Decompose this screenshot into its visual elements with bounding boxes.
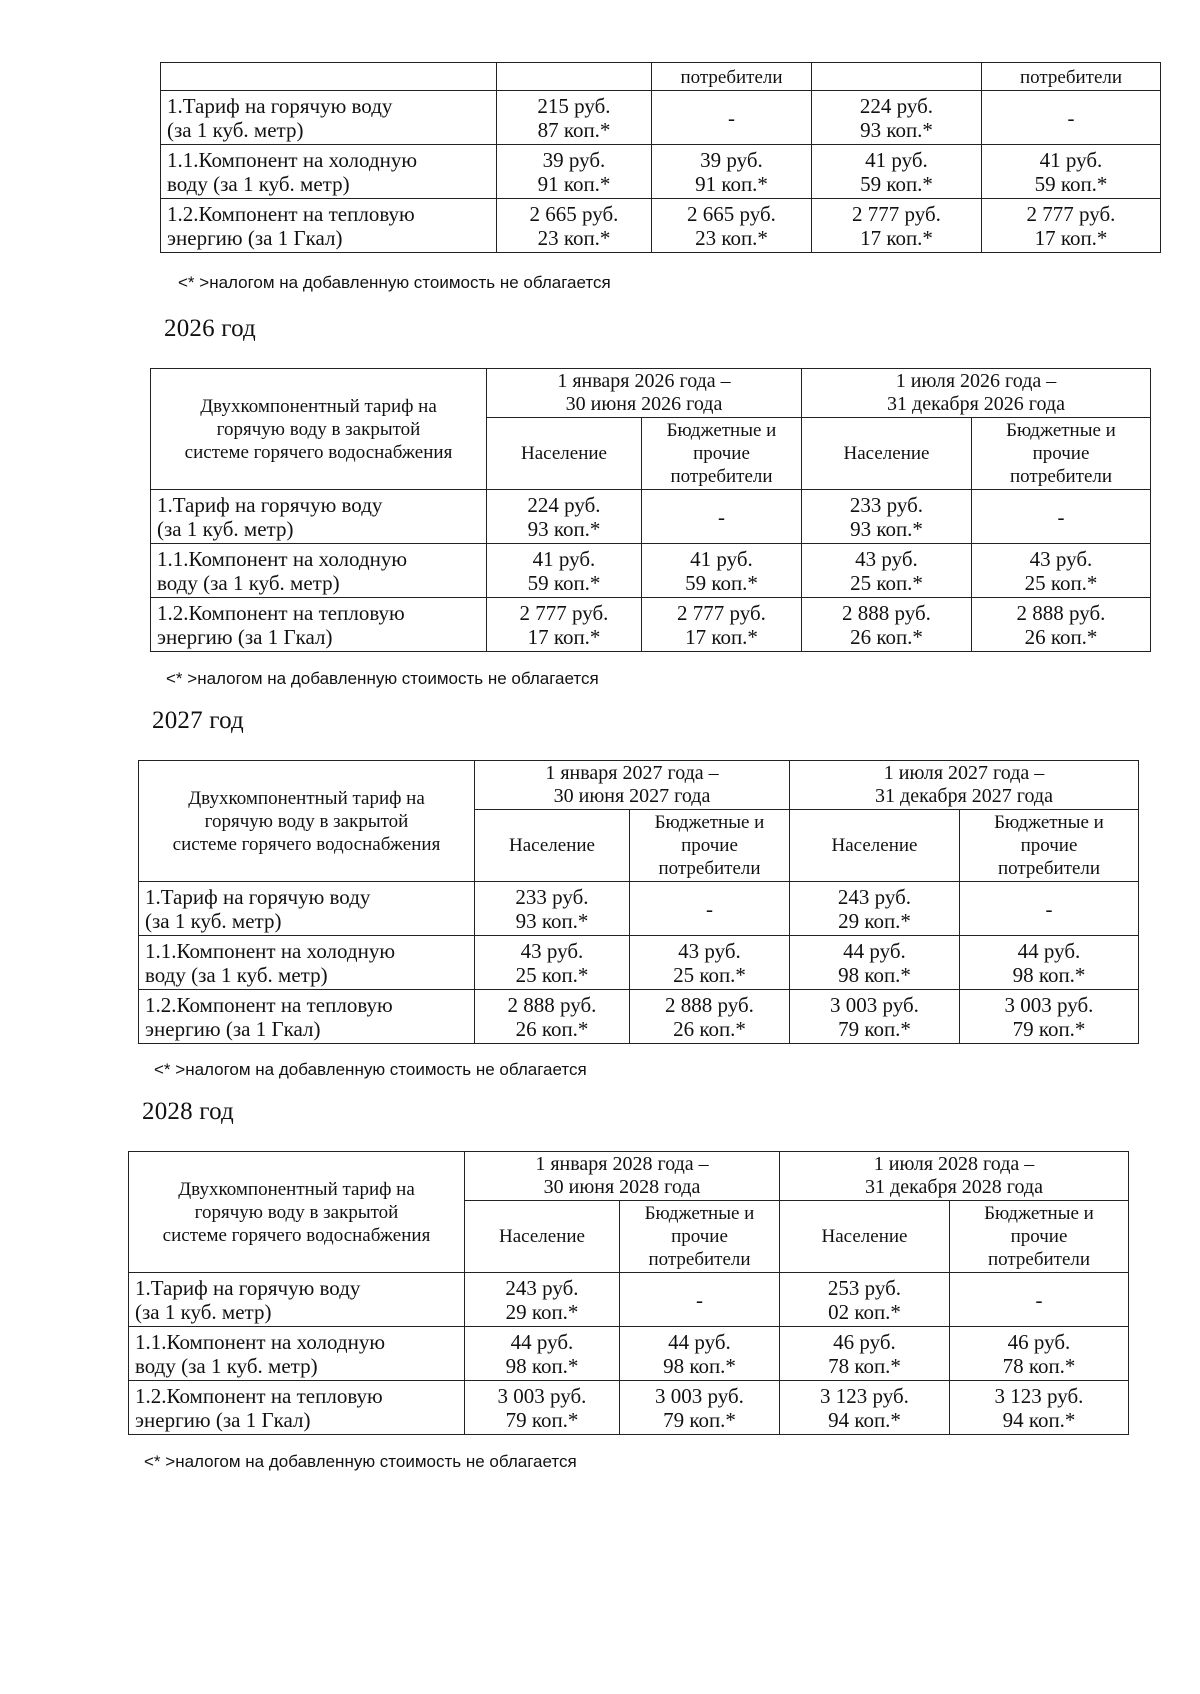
cell-text-line: 44 руб. [843,938,906,963]
tariff-value-cell [972,490,1151,544]
cell-text-line: 46 руб. [833,1329,896,1354]
consumer-group-header [790,810,960,882]
table-row [139,882,1139,936]
table-row [161,145,1161,199]
cell-text-line: (за 1 куб. метр) [135,1299,272,1324]
cell-text-line: 25 коп.* [673,962,746,987]
cell-text-line: - [1045,896,1053,921]
cell-text-line: - [706,896,713,921]
row-label [129,1381,465,1435]
consumer-group-header [780,1201,950,1273]
tariff-value-cell [982,145,1161,199]
tariff-value-cell [790,990,960,1044]
cell-text-line: энергию (за 1 Гкал) [135,1407,311,1432]
cell-text-line: прочие [681,835,738,856]
cell-text-line: 93 коп.* [527,516,601,541]
vat-footnote: <* >налогом на добавленную стоимость не облагается [178,273,611,292]
cell-text-line: 2 888 руб. [507,992,597,1017]
tariff-value-cell [790,882,960,936]
cell-text-line: 26 коп.* [1024,624,1098,649]
cell-text-line: Бюджетные и [1006,420,1116,441]
tariff-value-cell [487,490,642,544]
cell-text-line: - [696,1287,703,1312]
cell-text-line: 1.2.Компонент на тепловую [145,992,393,1017]
header-row [139,761,1139,810]
tariff-value-cell [652,91,812,145]
cell-text-line: 43 руб. [1029,546,1093,571]
cell-text-line: 3 003 руб. [1004,992,1094,1017]
table-row [129,1381,1129,1435]
tariff-value-cell [780,1327,950,1381]
tariff-value-cell [950,1381,1129,1435]
cell-text-line: (за 1 куб. метр) [157,516,294,541]
cell-text-line: 43 руб. [855,546,918,571]
cell-text-line: 30 июня 2027 года [553,785,711,807]
cell-text-line: 30 июня 2028 года [543,1176,701,1198]
tariff-value-cell [950,1273,1129,1327]
column-header [497,63,652,91]
cell-text-line: 91 коп.* [537,171,611,196]
cell-text-line: Бюджетные и [994,812,1104,833]
consumer-group-header [802,418,972,490]
cell-text-line: горячую воду в закрытой [216,418,421,440]
cell-text-line: 1 января 2027 года – [545,762,719,784]
cell-text-line: 25 коп.* [1024,570,1098,595]
cell-text-line: потребители [997,858,1101,879]
table-row [139,936,1139,990]
cell-text-line: - [1035,1287,1043,1312]
tariff-value-cell [630,936,790,990]
cell-text-line: 43 руб. [678,938,741,963]
cell-text-line: воду (за 1 куб. метр) [167,171,350,196]
cell-text-line: 2 777 руб. [519,600,609,625]
cell-text-line: 3 003 руб. [497,1383,587,1408]
cell-text-line: 23 коп.* [695,225,768,250]
header-row [151,369,1151,418]
cell-text-line: горячую воду в закрытой [204,810,409,832]
cell-text-line: 26 коп.* [673,1016,746,1041]
cell-text-line: 98 коп.* [505,1353,579,1378]
column-header [812,63,982,91]
cell-text-line: 94 коп.* [1002,1407,1076,1432]
table-corner-header [129,1152,465,1273]
cell-text-line: 98 коп.* [1012,962,1086,987]
tariff-value-cell [497,145,652,199]
cell-text-line: - [1067,105,1075,130]
cell-text-line: 93 коп.* [850,516,923,541]
consumer-group-header [487,418,642,490]
cell-text-line: прочие [693,443,750,464]
cell-text-line: 2 777 руб. [1026,201,1116,226]
cell-text-line: 1.2.Компонент на тепловую [135,1383,383,1408]
cell-text-line: Население [509,835,595,856]
cell-text-line: 41 руб. [532,546,596,571]
row-label [161,145,497,199]
consumer-group-header [960,810,1139,882]
cell-text-line: 2 665 руб. [529,201,619,226]
cell-text-line: 59 коп.* [685,570,758,595]
tariff-value-cell [950,1327,1129,1381]
cell-text-line: 1 января 2028 года – [535,1153,709,1175]
tariff-value-cell [497,199,652,253]
cell-text-line: 1 января 2026 года – [557,370,731,392]
tariff-table [150,368,1151,652]
table-row [139,990,1139,1044]
cell-text-line: 87 коп.* [537,117,611,142]
cell-text-line: 78 коп.* [1002,1353,1076,1378]
tariff-value-cell [620,1273,780,1327]
row-label [151,490,487,544]
cell-text-line: 233 руб. [849,492,924,517]
table-row [151,598,1151,652]
row-label [139,936,475,990]
cell-text-line: 41 руб. [1039,147,1103,172]
cell-text-line: 98 коп.* [663,1353,736,1378]
cell-text-line: 233 руб. [515,884,589,909]
cell-text-line: 30 июня 2026 года [565,393,723,415]
table-corner-header [139,761,475,882]
cell-text-line: потребители [1009,466,1113,487]
cell-text-line: Двухкомпонентный тариф на [188,787,425,809]
cell-text-line: энергию (за 1 Гкал) [167,225,343,250]
period-header [790,761,1139,810]
table-row [161,91,1161,145]
cell-text-line: 17 коп.* [860,225,933,250]
consumer-group-header [972,418,1151,490]
cell-text-line: 91 коп.* [695,171,768,196]
tariff-value-cell [475,882,630,936]
header-row [129,1152,1129,1201]
cell-text-line: 1.Тариф на горячую воду [145,884,371,909]
cell-text-line: 79 коп.* [663,1407,736,1432]
cell-text-line: 79 коп.* [1012,1016,1086,1041]
cell-text-line: 1.2.Компонент на тепловую [157,600,405,625]
tariff-value-cell [972,598,1151,652]
tariff-value-cell [982,199,1161,253]
cell-text-line: 2 777 руб. [677,600,766,625]
vat-footnote: <* >налогом на добавленную стоимость не облагается [144,1452,577,1471]
tariff-value-cell [497,91,652,145]
tariff-table [138,760,1139,1044]
cell-text-line: 79 коп.* [505,1407,579,1432]
cell-text-line: 39 руб. [700,147,763,172]
cell-text-line: 17 коп.* [1034,225,1108,250]
cell-text-line: прочие [671,1226,728,1247]
cell-text-line: 79 коп.* [838,1016,911,1041]
cell-text-line: 215 руб. [537,93,611,118]
table-row [151,544,1151,598]
year-heading: 2027 год [152,707,244,734]
tariff-value-cell [465,1273,620,1327]
tariff-value-cell [475,936,630,990]
tariff-value-cell [812,145,982,199]
column-header [161,63,497,91]
cell-text-line: 2 888 руб. [1016,600,1106,625]
cell-text-line: потребители [648,1249,751,1270]
cell-text-line: Население [831,835,918,856]
cell-text-line: прочие [1032,443,1090,464]
cell-text-line: 224 руб. [859,93,934,118]
consumer-group-header [642,418,802,490]
cell-text-line: 44 руб. [668,1329,731,1354]
cell-text-line: энергию (за 1 Гкал) [157,624,333,649]
partial-tariff-table [160,62,1161,253]
cell-text-line: Бюджетные и [644,1203,755,1224]
tariff-value-cell [802,544,972,598]
tariff-value-cell [487,598,642,652]
column-header: потребители [652,63,812,91]
cell-text-line: 78 коп.* [828,1353,901,1378]
cell-text-line: 02 коп.* [828,1299,901,1324]
table-corner-header [151,369,487,490]
column-header: потребители [982,63,1161,91]
table-row [161,199,1161,253]
cell-text-line: 94 коп.* [828,1407,901,1432]
cell-text-line: 243 руб. [837,884,912,909]
cell-text-line: 1 июля 2026 года – [895,370,1057,392]
cell-text-line: 1 июля 2028 года – [873,1153,1035,1175]
tariff-value-cell [780,1381,950,1435]
cell-text-line: - [718,504,725,529]
cell-text-line: 2 777 руб. [852,201,941,226]
cell-text-line: Двухкомпонентный тариф на [178,1178,415,1200]
tariff-value-cell [630,990,790,1044]
cell-text-line: прочие [1020,835,1078,856]
period-header [465,1152,780,1201]
consumer-group-header [950,1201,1129,1273]
row-label [151,598,487,652]
cell-text-line: 29 коп.* [838,908,911,933]
cell-text-line: 1.1.Компонент на холодную [135,1329,386,1354]
consumer-group-header [465,1201,620,1273]
period-header [487,369,802,418]
cell-text-line: 39 руб. [542,147,606,172]
cell-text-line: 41 руб. [690,546,753,571]
cell-text-line: 3 123 руб. [820,1383,909,1408]
cell-text-line: прочие [1010,1226,1068,1247]
tariff-value-cell [620,1381,780,1435]
cell-text-line: 1.1.Компонент на холодную [167,147,418,172]
cell-text-line: 3 003 руб. [830,992,919,1017]
cell-text-line: 224 руб. [527,492,601,517]
tariff-value-cell [465,1327,620,1381]
cell-text-line: потребители [658,858,761,879]
row-label [161,199,497,253]
cell-text-line: Население [821,1226,908,1247]
period-header [780,1152,1129,1201]
cell-text-line: 41 руб. [865,147,928,172]
cell-text-line: 25 коп.* [515,962,589,987]
cell-text-line: потребители [670,466,773,487]
cell-text-line: 98 коп.* [838,962,911,987]
cell-text-line: системе горячего водоснабжения [162,1224,431,1246]
cell-text-line: - [1057,504,1065,529]
cell-text-line: 17 коп.* [685,624,758,649]
cell-text-line: 2 888 руб. [842,600,931,625]
cell-text-line: 3 003 руб. [655,1383,744,1408]
tariff-value-cell [802,598,972,652]
table-row [129,1273,1129,1327]
cell-text-line: системе горячего водоснабжения [172,833,441,855]
tariff-value-cell [960,936,1139,990]
row-label [139,990,475,1044]
cell-text-line: Двухкомпонентный тариф на [200,395,437,417]
cell-text-line: 44 руб. [510,1329,574,1354]
tariff-value-cell [960,882,1139,936]
table-row [129,1327,1129,1381]
tariff-value-cell [620,1327,780,1381]
cell-text-line: воду (за 1 куб. метр) [145,962,328,987]
cell-text-line: - [728,105,735,130]
cell-text-line: системе горячего водоснабжения [184,441,453,463]
consumer-group-header [475,810,630,882]
cell-text-line: 2 888 руб. [665,992,754,1017]
cell-text-line: 1.Тариф на горячую воду [167,93,393,118]
cell-text-line: (за 1 куб. метр) [167,117,304,142]
tariff-table [128,1151,1129,1435]
tariff-value-cell [812,199,982,253]
cell-text-line: 26 коп.* [515,1016,589,1041]
cell-text-line: 26 коп.* [850,624,923,649]
cell-text-line: 3 123 руб. [994,1383,1084,1408]
row-label [129,1327,465,1381]
cell-text-line: 1.2.Компонент на тепловую [167,201,415,226]
tariff-value-cell [652,145,812,199]
tariff-value-cell [652,199,812,253]
cell-text-line: 2 665 руб. [687,201,776,226]
tariff-value-cell [802,490,972,544]
cell-text-line: 31 декабря 2027 года [875,785,1053,807]
vat-footnote: <* >налогом на добавленную стоимость не облагается [154,1060,587,1079]
period-header [475,761,790,810]
consumer-group-header [630,810,790,882]
tariff-value-cell [642,598,802,652]
cell-text-line: Население [499,1226,585,1247]
cell-text-line: горячую воду в закрытой [194,1201,399,1223]
cell-text-line: Население [521,443,607,464]
year-heading: 2026 год [164,315,256,342]
cell-text-line: 59 коп.* [1034,171,1108,196]
tariff-value-cell [972,544,1151,598]
year-heading: 2028 год [142,1098,234,1125]
period-header [802,369,1151,418]
cell-text-line: 43 руб. [520,938,584,963]
cell-text-line: воду (за 1 куб. метр) [135,1353,318,1378]
cell-text-line: энергию (за 1 Гкал) [145,1016,321,1041]
cell-text-line: (за 1 куб. метр) [145,908,282,933]
tariff-value-cell [790,936,960,990]
tariff-value-cell [630,882,790,936]
row-label [151,544,487,598]
cell-text-line: 243 руб. [505,1275,579,1300]
tariff-value-cell [812,91,982,145]
cell-text-line: 31 декабря 2026 года [887,393,1065,415]
tariff-value-cell [475,990,630,1044]
cell-text-line: 59 коп.* [527,570,601,595]
cell-text-line: 93 коп.* [860,117,933,142]
tariff-value-cell [642,490,802,544]
tariff-value-cell [642,544,802,598]
header-row [161,63,1161,91]
vat-footnote: <* >налогом на добавленную стоимость не облагается [166,669,599,688]
cell-text-line: 25 коп.* [850,570,923,595]
tariff-value-cell [487,544,642,598]
cell-text-line: 1 июля 2027 года – [883,762,1045,784]
cell-text-line: 46 руб. [1007,1329,1071,1354]
cell-text-line: 59 коп.* [860,171,933,196]
cell-text-line: 44 руб. [1017,938,1081,963]
cell-text-line: 253 руб. [827,1275,902,1300]
tariff-value-cell [960,990,1139,1044]
row-label [161,91,497,145]
tariff-value-cell [465,1381,620,1435]
cell-text-line: 1.Тариф на горячую воду [157,492,383,517]
tariff-value-cell [780,1273,950,1327]
cell-text-line: Бюджетные и [654,812,765,833]
cell-text-line: воду (за 1 куб. метр) [157,570,340,595]
tariff-value-cell [982,91,1161,145]
cell-text-line: 29 коп.* [505,1299,579,1324]
consumer-group-header [620,1201,780,1273]
row-label [139,882,475,936]
cell-text-line: 31 декабря 2028 года [865,1176,1043,1198]
cell-text-line: 23 коп.* [537,225,611,250]
cell-text-line: потребители [987,1249,1091,1270]
cell-text-line: Бюджетные и [666,420,777,441]
cell-text-line: 1.1.Компонент на холодную [157,546,408,571]
cell-text-line: 1.Тариф на горячую воду [135,1275,361,1300]
row-label [129,1273,465,1327]
cell-text-line: 17 коп.* [527,624,601,649]
cell-text-line: Бюджетные и [984,1203,1094,1224]
cell-text-line: 1.1.Компонент на холодную [145,938,396,963]
cell-text-line: 93 коп.* [515,908,589,933]
cell-text-line: Население [843,443,930,464]
table-row [151,490,1151,544]
